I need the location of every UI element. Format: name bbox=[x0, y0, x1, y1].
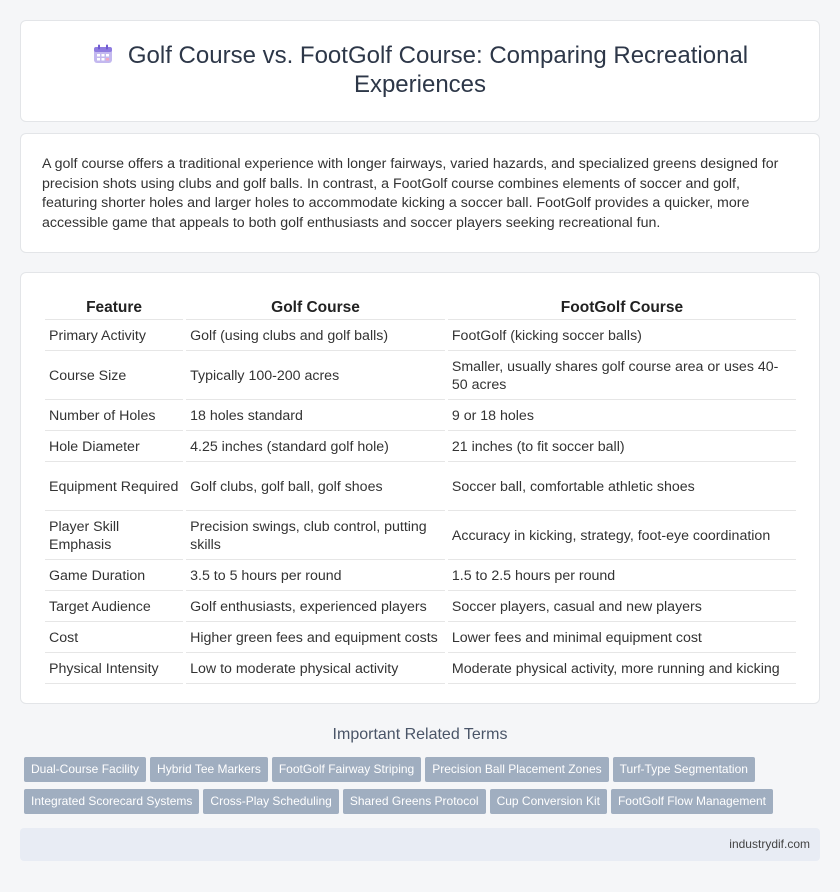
feature-cell: Target Audience bbox=[45, 593, 183, 622]
feature-cell: Physical Intensity bbox=[45, 655, 183, 684]
related-term-tag[interactable]: FootGolf Fairway Striping bbox=[272, 757, 421, 782]
golf-cell: 3.5 to 5 hours per round bbox=[186, 562, 445, 591]
golf-cell: Typically 100-200 acres bbox=[186, 353, 445, 400]
footgolf-cell: 1.5 to 2.5 hours per round bbox=[448, 562, 796, 591]
golf-cell: Golf enthusiasts, experienced players bbox=[186, 593, 445, 622]
feature-cell: Primary Activity bbox=[45, 322, 183, 351]
feature-cell: Number of Holes bbox=[45, 402, 183, 431]
feature-cell: Hole Diameter bbox=[45, 433, 183, 462]
footgolf-cell: Soccer ball, comfortable athletic shoes bbox=[448, 464, 796, 511]
table-row bbox=[45, 562, 796, 591]
feature-cell: Cost bbox=[45, 624, 183, 653]
feature-cell: Course Size bbox=[45, 353, 183, 400]
intro-paragraph: A golf course offers a traditional experience with longer fairways, varied hazards, and specialized greens designed for precision shots using clubs and golf balls. In contrast, a FootGolf course combines elements of soccer and golf, featuring shorter holes and larger holes to accommodate kicking a soccer ball. FootGolf provides a quicker, more accessible game that appeals to both golf enthusiasts and soccer players seeking recreational fun. bbox=[42, 156, 779, 231]
intro-card bbox=[20, 133, 820, 253]
related-terms-heading: Important Related Terms bbox=[332, 726, 508, 743]
footgolf-cell: Smaller, usually shares golf course area or uses 40-50 acres bbox=[448, 353, 796, 400]
table-row bbox=[45, 624, 796, 653]
table-header-row bbox=[45, 297, 796, 320]
table-row bbox=[45, 464, 796, 511]
golf-cell: Golf (using clubs and golf balls) bbox=[186, 322, 445, 351]
footer-site-link[interactable]: industrydif.com bbox=[729, 837, 810, 851]
table-row bbox=[45, 655, 796, 684]
table-row bbox=[45, 593, 796, 622]
golf-cell: Higher green fees and equipment costs bbox=[186, 624, 445, 653]
related-term-tag[interactable]: Hybrid Tee Markers bbox=[150, 757, 268, 782]
golf-cell: Low to moderate physical activity bbox=[186, 655, 445, 684]
related-term-tag[interactable]: Dual-Course Facility bbox=[24, 757, 146, 782]
table-row bbox=[45, 353, 796, 400]
related-term-tag[interactable]: FootGolf Flow Management bbox=[611, 789, 773, 814]
table-row bbox=[45, 433, 796, 462]
related-term-tag[interactable]: Turf-Type Segmentation bbox=[613, 757, 755, 782]
table-row bbox=[45, 402, 796, 431]
feature-cell: Game Duration bbox=[45, 562, 183, 591]
related-term-tag[interactable]: Precision Ball Placement Zones bbox=[425, 757, 608, 782]
footgolf-cell: FootGolf (kicking soccer balls) bbox=[448, 322, 796, 351]
table-row bbox=[45, 513, 796, 560]
related-terms-list bbox=[24, 757, 804, 821]
table-row bbox=[45, 322, 796, 351]
comparison-table bbox=[42, 295, 799, 686]
comparison-card bbox=[20, 272, 820, 704]
title-line-1: Golf Course vs. FootGolf Course: Comparing Recreational bbox=[127, 42, 749, 69]
calendar-icon bbox=[92, 43, 114, 65]
footgolf-cell: 9 or 18 holes bbox=[448, 402, 796, 431]
footer bbox=[20, 828, 820, 861]
footgolf-cell: Moderate physical activity, more running and kicking bbox=[448, 655, 796, 684]
title-line-2: Experiences bbox=[353, 71, 487, 98]
footgolf-cell: Soccer players, casual and new players bbox=[448, 593, 796, 622]
golf-cell: 18 holes standard bbox=[186, 402, 445, 431]
footgolf-cell: Lower fees and minimal equipment cost bbox=[448, 624, 796, 653]
related-term-tag[interactable]: Integrated Scorecard Systems bbox=[24, 789, 199, 814]
title-card bbox=[20, 20, 820, 122]
related-term-tag[interactable]: Cup Conversion Kit bbox=[490, 789, 607, 814]
feature-cell: Player Skill Emphasis bbox=[45, 513, 183, 560]
page-title bbox=[21, 41, 819, 99]
footgolf-cell: 21 inches (to fit soccer ball) bbox=[448, 433, 796, 462]
header-feature: Feature bbox=[45, 297, 183, 320]
golf-cell: Golf clubs, golf ball, golf shoes bbox=[186, 464, 445, 511]
golf-cell: 4.25 inches (standard golf hole) bbox=[186, 433, 445, 462]
feature-cell: Equipment Required bbox=[45, 464, 183, 511]
header-footgolf-course: FootGolf Course bbox=[448, 297, 796, 320]
header-golf-course: Golf Course bbox=[186, 297, 445, 320]
footgolf-cell: Accuracy in kicking, strategy, foot-eye coordination bbox=[448, 513, 796, 560]
related-term-tag[interactable]: Shared Greens Protocol bbox=[343, 789, 486, 814]
related-term-tag[interactable]: Cross-Play Scheduling bbox=[203, 789, 338, 814]
golf-cell: Precision swings, club control, putting skills bbox=[186, 513, 445, 560]
